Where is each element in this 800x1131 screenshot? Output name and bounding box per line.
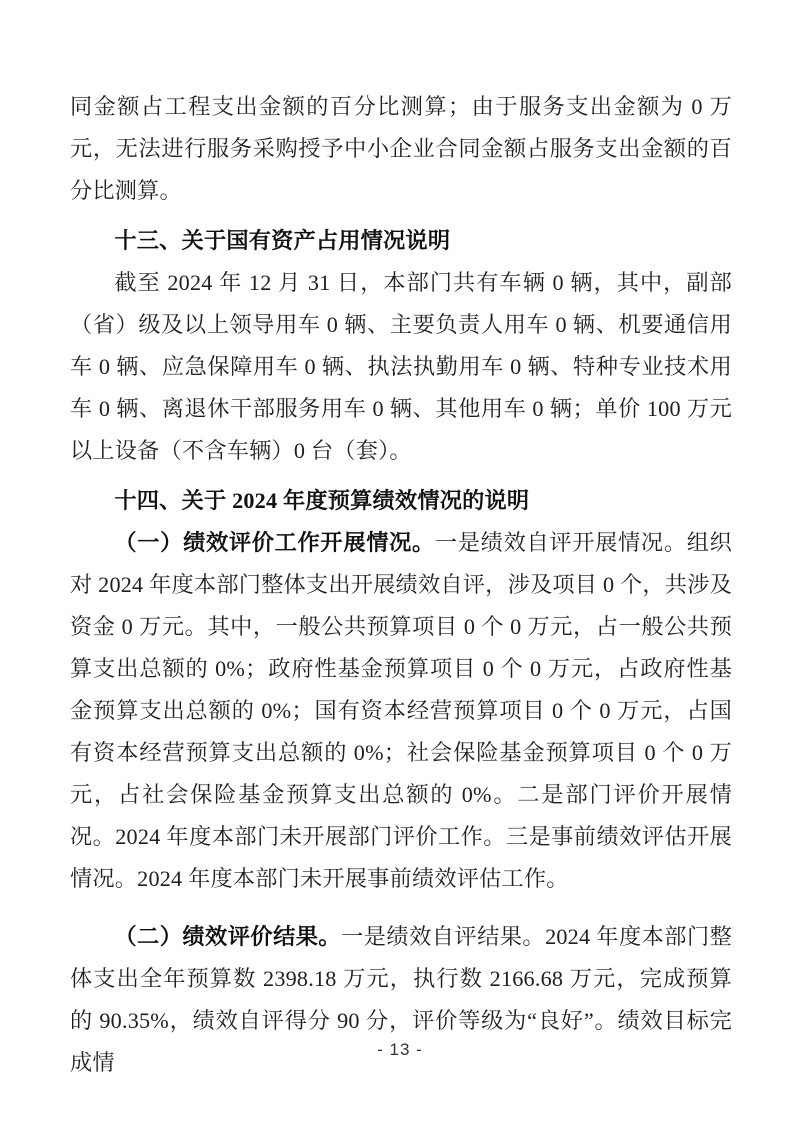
page-content — [70, 86, 732, 1084]
section-heading-13: 十三、关于国有资产占用情况说明 — [114, 228, 451, 253]
subsection-2-body: 一是绩效自评结果。2024 年度本部门整体支出全年预算数 2398.18 万元，执行数 2166.68 万元，完成预算的 90.35%，绩效自评得分 90 分，评价等级为“良好”。绩效目标完成情 — [70, 924, 733, 1075]
continued-paragraph: 同金额占工程支出金额的百分比测算；由于服务支出金额为 0 万元，无法进行服务采购授予中小企业合同金额占服务支出金额的百分比测算。 — [70, 94, 732, 203]
paragraph-spacer — [70, 472, 732, 480]
subsection-1-lead: （一）绩效评价工作开展情况。 — [114, 530, 435, 555]
subsection-1-body: 一是绩效自评开展情况。组织对 2024 年度本部门整体支出开展绩效自评，涉及项目 0 个，共涉及资金 0 万元。其中，一般公共预算项目 0 个 0 万元，占一般公共预算支出总额的 0%；政府性基金预算项目 0 个 0 万元，占政府性基金预算支出总额的 0%；国有资本经营预算项目 0 个 0 万元，占国有资本经营预算支出总额的 0%；社会保险基金预算项目 0 个 0 万元，占社会保险基金预算支出总额的 0%。二是部门评价开展情况。2024 年度本部门未开展部门评价工作。三是事前绩效评估开展情况。2024 年度本部门未开展事前绩效评估工作。 — [70, 530, 732, 891]
page-number: - 13 - — [377, 1040, 423, 1059]
paragraph-spacer — [70, 212, 732, 220]
subsection-2-lead: （二）绩效评价结果。 — [114, 924, 342, 949]
section-13-body: 截至 2024 年 12 月 31 日，本部门共有车辆 0 辆，其中，副部（省）级及以上领导用车 0 辆、主要负责人用车 0 辆、机要通信用车 0 辆、应急保障用车 0 辆、执法执勤用车 0 辆、特种专业技术用车 0 辆、离退休干部服务用车 0 辆、其他用车 0 辆；单价 100 万元以上设备（不含车辆）0 台（套）。 — [70, 270, 732, 463]
subsection-1-paragraph — [70, 522, 732, 900]
paragraph-spacer — [70, 900, 732, 916]
section-heading-14: 十四、关于 2024 年度预算绩效情况的说明 — [114, 488, 530, 513]
